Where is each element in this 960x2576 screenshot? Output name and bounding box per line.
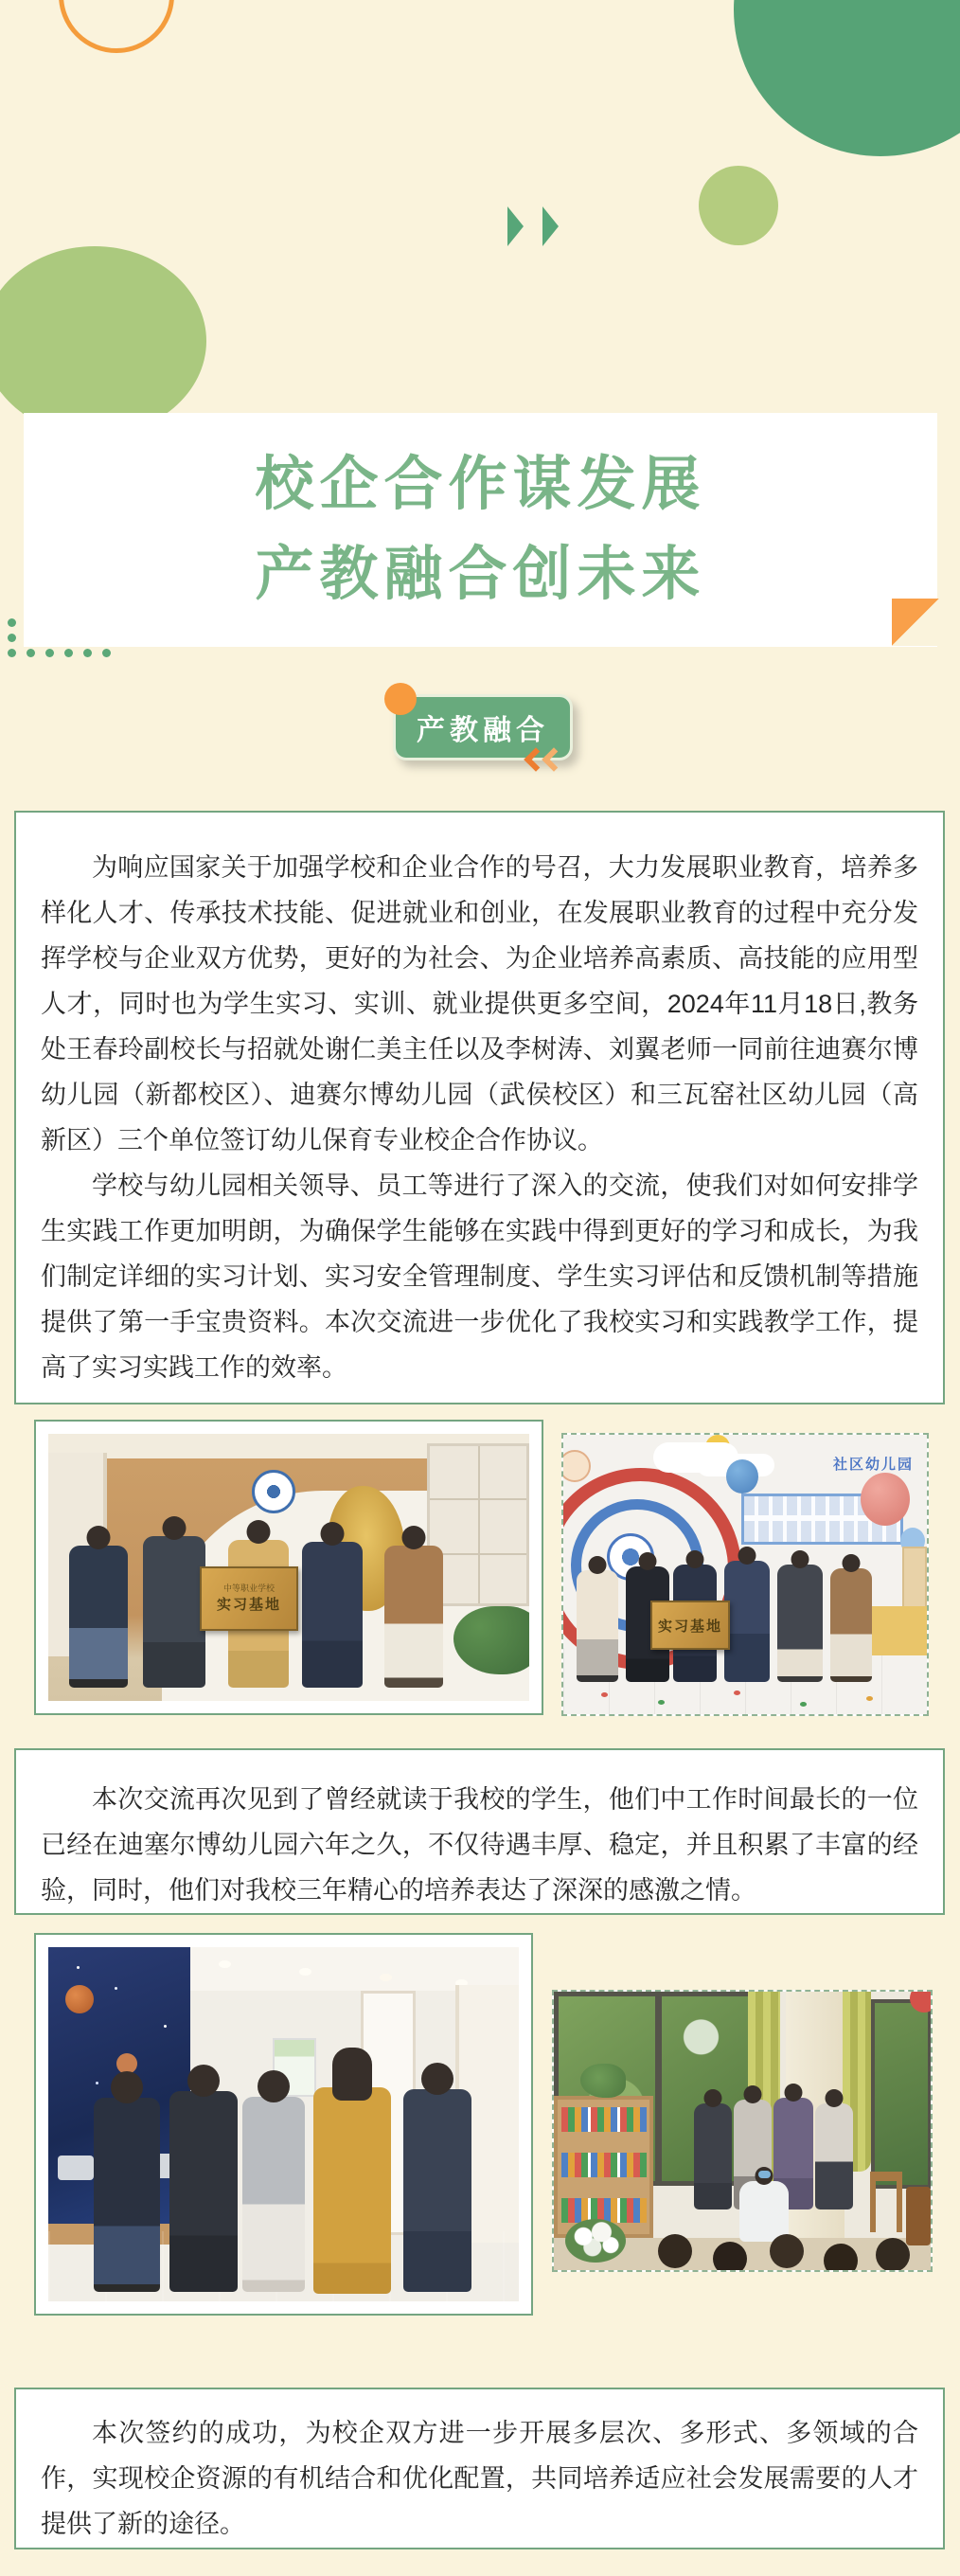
- person-seated-whitecoat: [739, 2181, 789, 2242]
- green-ellipse-decoration: [0, 246, 206, 436]
- face-mask: [758, 2171, 771, 2178]
- flower-bouquet: [565, 2219, 626, 2263]
- article-section-2: [14, 1748, 945, 1915]
- dot-decoration: [27, 649, 35, 657]
- person: [724, 1561, 770, 1682]
- title-line-2: 产教融合创未来: [255, 542, 706, 607]
- article-section-1: [14, 811, 945, 1404]
- children-heads: [658, 2234, 692, 2268]
- plaque-title: 实习基地: [657, 1618, 722, 1635]
- play-arrow-icon: [507, 206, 524, 246]
- orange-dot-icon: [384, 683, 417, 715]
- stars: [77, 1966, 80, 1969]
- person: [94, 2098, 160, 2292]
- person: [69, 1546, 128, 1688]
- books-row: [561, 2153, 647, 2177]
- person: [143, 1536, 205, 1688]
- green-circle-decoration: [734, 0, 960, 156]
- section-badge: [393, 694, 573, 760]
- confetti: [601, 1692, 608, 1697]
- plaque-school-line: 中等职业学校: [222, 1583, 275, 1593]
- mural-plaques: [58, 2156, 94, 2180]
- stool: [870, 2172, 902, 2232]
- kindergarten-sign: 社区幼儿园: [832, 1457, 914, 1473]
- orange-corner-triangle-icon: [892, 599, 939, 646]
- photo-frame-corridor: [34, 1933, 533, 2316]
- person: [384, 1546, 443, 1688]
- photo-frame-signing-community: [561, 1433, 929, 1716]
- photo-reading-corner: [554, 1992, 931, 2270]
- internship-base-plaque: [650, 1601, 730, 1650]
- article-section-3: [14, 2388, 945, 2549]
- photo-frame-reading-corner: [552, 1990, 933, 2272]
- dot-decoration: [102, 649, 111, 657]
- person: [815, 2103, 853, 2209]
- person: [694, 2103, 732, 2209]
- plant: [580, 2064, 626, 2098]
- internship-base-plaque: [200, 1566, 298, 1631]
- cloud: [653, 1442, 738, 1473]
- planet: [65, 1985, 94, 2013]
- pink-lantern: [861, 1473, 910, 1526]
- ceiling-lights: [219, 1960, 231, 1968]
- person: [577, 1570, 618, 1682]
- paragraph-4: 本次签约的成功，为校企双方进一步开展多层次、多形式、多领域的合作，实现校企资源的有机结合和优化配置，共同培养适应社会发展需要的人才提供了新的途径。: [41, 2419, 918, 2538]
- section-badge-label: 产教融合: [417, 715, 549, 746]
- dot-decoration: [8, 634, 16, 642]
- dot-decoration: [45, 649, 54, 657]
- page-title: [24, 413, 937, 619]
- person: [169, 2091, 238, 2292]
- books-row: [561, 2107, 647, 2132]
- dot-decoration: [8, 649, 16, 657]
- school-crest: [252, 1470, 295, 1513]
- window-right: [871, 1999, 931, 2189]
- person: [830, 1568, 872, 1682]
- dot-decoration: [8, 618, 16, 627]
- title-card: [24, 413, 937, 647]
- photo-signing-newdu: [48, 1434, 529, 1701]
- photo-frame-signing-newdu: [34, 1420, 543, 1715]
- title-line-1: 校企合作谋发展: [255, 452, 706, 517]
- photo-signing-community: [563, 1435, 927, 1714]
- person-yellow-coat: [313, 2087, 391, 2294]
- person: [302, 1542, 363, 1688]
- dot-decoration: [64, 649, 73, 657]
- paragraph-3: 本次交流再次见到了曾经就读于我校的学生，他们中工作时间最长的一位已经在迪塞尔博幼儿园六年之久，不仅待遇丰厚、稳定，并且积累了丰富的经验，同时，他们对我校三年精心的培养表达了深深的感激之情。: [41, 1785, 918, 1905]
- dot-decoration: [83, 649, 92, 657]
- person: [777, 1565, 823, 1682]
- paragraph-1: 为响应国家关于加强学校和企业合作的号召，大力发展职业教育，培养多样化人才、传承技术技能、促进就业和创业，在发展职业教育的过程中充分发挥学校与企业双方优势，更好的为社会、为企业培养高素质、高技能的应用型人才，同时也为学生实习、实训、就业提供更多空间，2024年11月18日,教务处王春玲副校长与招就处谢仁美主任以及李树涛、刘翼老师一同前往迪赛尔博幼儿园（新都校区）、迪赛尔博幼儿园（武侯校区）和三瓦窑社区幼儿园（高新区）三个单位签订幼儿保育专业校企合作协议。: [41, 853, 918, 1154]
- chair: [906, 2187, 931, 2245]
- plaque-title: 实习基地: [216, 1597, 281, 1613]
- blue-lantern: [726, 1459, 758, 1494]
- photo-corridor: [48, 1947, 519, 2301]
- person: [242, 2097, 305, 2292]
- paragraph-2: 学校与幼儿园相关领导、员工等进行了深入的交流，使我们对如何安排学生实践工作更加明朗，为确保学生能够在实践中得到更好的学习和成长，为我们制定详细的实习计划、实习安全管理制度、学生实习评估和反馈机制等措施提供了第一手宝贵资料。本次交流进一步优化了我校实习和实践教学工作，提高了实习实践工作的效率。: [41, 1172, 918, 1382]
- small-green-circle-decoration: [699, 166, 778, 245]
- orange-ring-icon: [59, 0, 174, 53]
- play-arrow-icon: [542, 206, 559, 246]
- person: [403, 2089, 471, 2292]
